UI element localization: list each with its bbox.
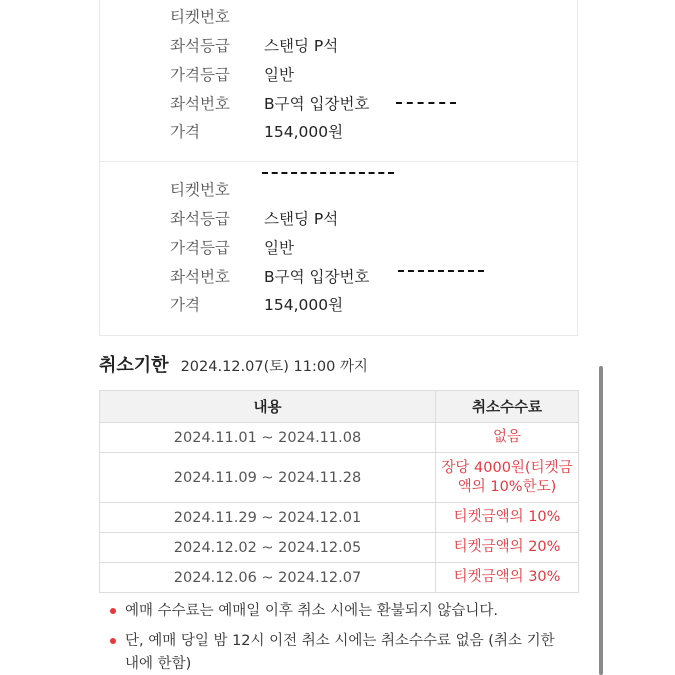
table-row	[100, 453, 579, 503]
period-cell: 2024.11.01 ~ 2024.11.08	[100, 423, 436, 453]
fee-text: 티켓금액의 10%	[453, 509, 561, 525]
fee-text: 티켓금액의 30%	[453, 569, 561, 585]
cancellation-notes	[110, 600, 570, 675]
table-row	[100, 423, 579, 453]
price-label: 가격	[170, 296, 200, 314]
seat-grade-value: 스탠딩 P석	[264, 210, 339, 228]
ticket-1-price-row	[170, 119, 343, 143]
table-row	[100, 533, 579, 563]
table-row	[100, 563, 579, 593]
period-cell: 2024.11.29 ~ 2024.12.01	[100, 503, 436, 533]
ticket-info-card	[99, 0, 578, 336]
ticket-1-price-grade-row	[170, 62, 294, 86]
cancel-deadline-date: 2024.12.07(토) 11:00 까지	[180, 359, 368, 375]
fee-text: 장당 4000원(티켓금	[441, 459, 573, 476]
fee-cell	[436, 533, 579, 563]
fee-cell	[436, 423, 579, 453]
fee-text: 티켓금액의 20%	[453, 539, 561, 555]
seat-number-label: 좌석번호	[170, 268, 230, 286]
period-cell: 2024.12.06 ~ 2024.12.07	[100, 563, 436, 593]
period-cell: 2024.12.02 ~ 2024.12.05	[100, 533, 436, 563]
seat-grade-label: 좌석등급	[170, 210, 230, 228]
seat-number-value: B구역 입장번호	[264, 268, 370, 286]
scrollbar[interactable]	[599, 366, 603, 675]
ticket-1-seat-number-row	[170, 91, 369, 115]
redaction-mark	[398, 270, 484, 272]
column-header-fee: 취소수수료	[436, 391, 579, 423]
seat-grade-label: 좌석등급	[170, 37, 230, 55]
fee-text: 없음	[492, 429, 521, 445]
seat-number-value: B구역 입장번호	[264, 95, 370, 113]
table-header-row	[100, 391, 579, 423]
ticket-number-label: 티켓번호	[170, 8, 230, 26]
ticket-2-seat-grade-row	[170, 206, 338, 230]
redaction-mark	[396, 102, 456, 104]
ticket-2-price-row	[170, 292, 343, 316]
seat-number-label: 좌석번호	[170, 95, 230, 113]
ticket-divider	[100, 161, 577, 162]
price-value: 154,000원	[264, 296, 344, 314]
price-grade-label: 가격등급	[170, 239, 230, 257]
note-item: 예매 수수료는 예매일 이후 취소 시에는 환불되지 않습니다.	[110, 600, 570, 623]
fee-cell	[436, 563, 579, 593]
price-label: 가격	[170, 123, 200, 141]
ticket-2-price-grade-row	[170, 235, 294, 259]
column-header-period: 내용	[100, 391, 436, 423]
price-grade-value: 일반	[264, 239, 294, 257]
fee-text: 액의 10%한도)	[457, 478, 557, 495]
price-value: 154,000원	[264, 123, 344, 141]
table-row	[100, 503, 579, 533]
redaction-mark	[262, 172, 394, 174]
ticket-1-number-row	[170, 4, 264, 28]
note-item: 단, 예매 당일 밤 12시 이전 취소 시에는 취소수수료 없음 (취소 기한 내에 한함)	[110, 630, 570, 675]
ticket-number-label: 티켓번호	[170, 181, 230, 199]
fee-cell	[436, 503, 579, 533]
period-cell: 2024.11.09 ~ 2024.11.28	[100, 453, 436, 503]
cancel-deadline-title: 취소기한	[99, 355, 169, 376]
cancel-deadline	[99, 351, 368, 377]
price-grade-label: 가격등급	[170, 66, 230, 84]
fee-cell	[436, 453, 579, 503]
ticket-2-number-row	[170, 177, 264, 201]
price-grade-value: 일반	[264, 66, 294, 84]
seat-grade-value: 스탠딩 P석	[264, 37, 339, 55]
ticket-2-seat-number-row	[170, 264, 369, 288]
cancellation-fee-table	[99, 390, 579, 593]
ticket-1-seat-grade-row	[170, 33, 338, 57]
